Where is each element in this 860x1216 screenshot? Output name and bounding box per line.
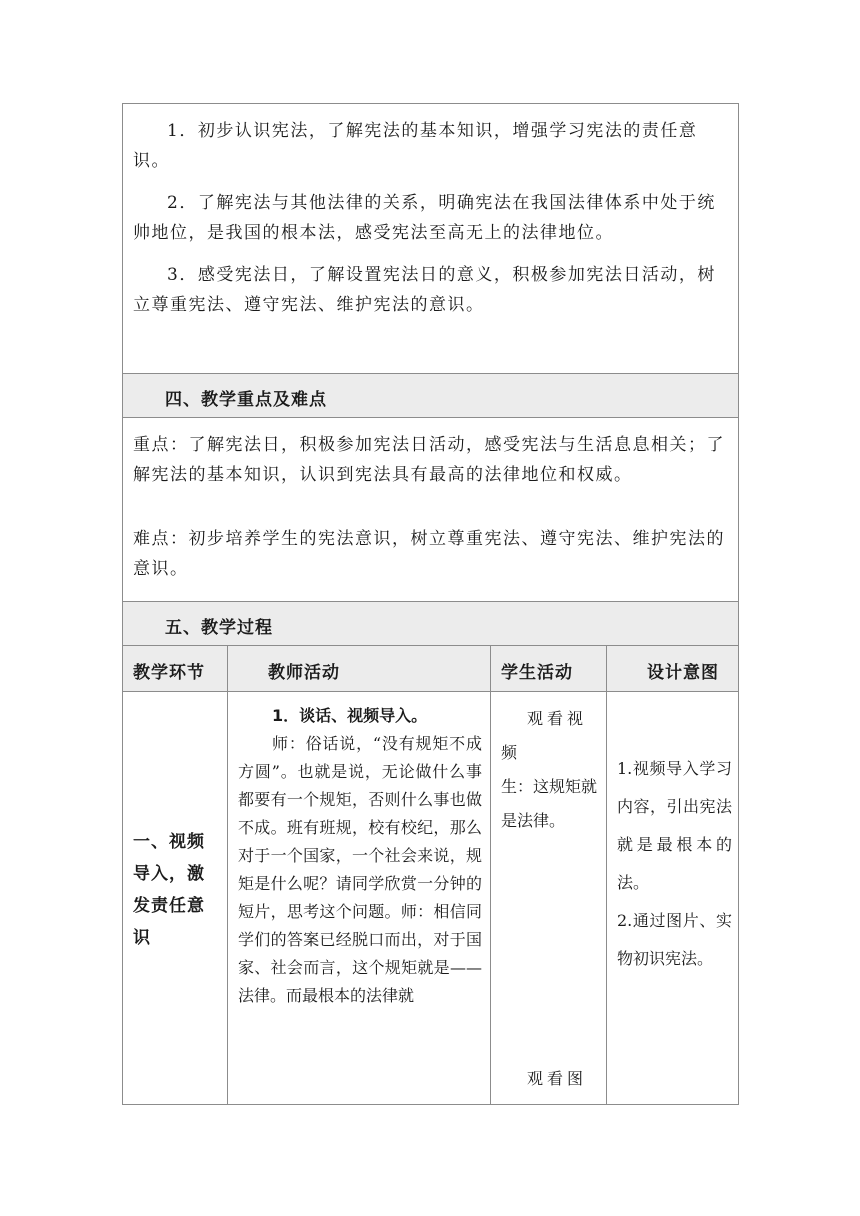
section-5-heading: 五、教学过程 — [123, 602, 739, 646]
difficulty-text: 难点：初步培养学生的宪法意识，树立尊重宪法、遵守宪法、维护宪法的意识。 — [133, 529, 725, 579]
student-activity-cell — [491, 692, 607, 1105]
goal-item-3: 3．感受宪法日，了解设置宪法日的意义，积极参加宪法日活动，树立尊重宪法、遵守宪法、维护宪法的意识。 — [133, 265, 716, 315]
teacher-activity-title: 1．谈话、视频导入。 — [272, 706, 428, 725]
student-activity-1: 观看视频 — [501, 709, 588, 762]
stage-cell: 一、视频导入，激发责任意识 — [123, 692, 228, 1105]
student-activity-3: 观看图 — [527, 1069, 588, 1088]
design-intent-2: 2.通过图片、实物初识宪法。 — [617, 911, 733, 968]
goal-item-1: 1．初步认识宪法，了解宪法的基本知识，增强学习宪法的责任意识。 — [133, 121, 698, 171]
lesson-plan-document — [122, 103, 738, 1105]
teaching-goals-cell — [123, 104, 739, 374]
goal-item-2: 2．了解宪法与其他法律的关系，明确宪法在我国法律体系中处于统帅地位，是我国的根本法，感受宪法至高无上的法律地位。 — [133, 193, 716, 243]
table-row — [123, 692, 739, 1105]
design-intent-1: 1.视频导入学习内容，引出宪法就是最根本的法。 — [617, 759, 733, 892]
header-stage: 教学环节 — [123, 646, 228, 692]
header-design-intent: 设计意图 — [607, 646, 739, 692]
lesson-plan-table — [122, 103, 739, 1105]
section-4-heading: 四、教学重点及难点 — [123, 374, 739, 418]
header-teacher-activity: 教师活动 — [228, 646, 491, 692]
student-activity-2: 生：这规矩就是法律。 — [501, 777, 598, 830]
teacher-activity-body: 师：俗话说，“没有规矩不成方圆”。也就是说，无论做什么事都要有一个规矩，否则什么事也做不成。班有班规，校有校纪，那么对于一个国家，一个社会来说，规矩是什么呢？请同学欣赏一分钟的短片，思考这个问题。师：相信同学们的答案已经脱口而出，对于国家、社会而言，这个规矩就是——法律。而最根本的法律就 — [238, 734, 482, 1005]
header-student-activity: 学生活动 — [491, 646, 607, 692]
key-point-text: 重点：了解宪法日，积极参加宪法日活动，感受宪法与生活息息相关；了解宪法的基本知识，认识到宪法具有最高的法律地位和权威。 — [133, 435, 725, 485]
teacher-activity-cell — [228, 692, 491, 1105]
key-points-cell — [123, 418, 739, 602]
design-intent-cell — [607, 692, 739, 1105]
process-table-header — [123, 646, 739, 692]
